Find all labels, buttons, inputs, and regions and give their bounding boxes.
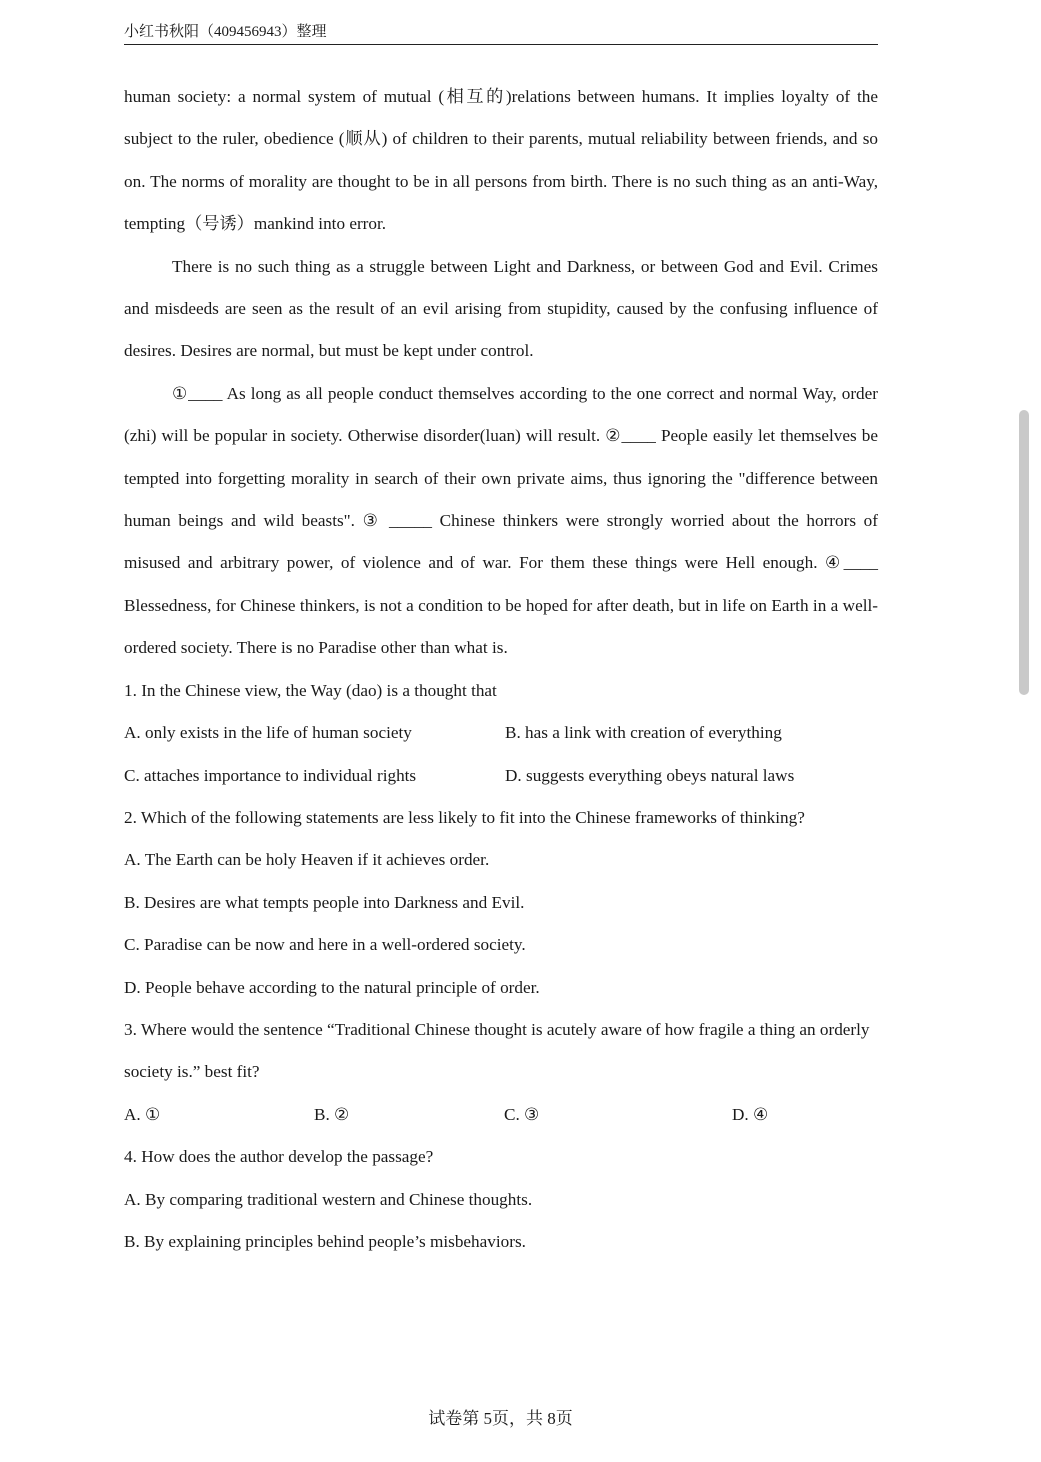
question-2 [124,797,878,1009]
passage-paragraph-1: human society: a normal system of mutual (相互的)relations between humans. It implies loyalty of the subject to the ruler, obedience (顺从) of children to their parents, mutual reliability between friends, and so on. The norms of morality are thought to be in all persons from birth. There is no such thing as an anti-Way, tempting（号诱）mankind into error. [124,87,878,234]
option-c: C. Paradise can be now and here in a well-ordered society. [124,935,526,955]
passage-paragraph-3: ①____ As long as all people conduct themselves according to the one correct and normal Way, order (zhi) will be popular in society. Otherwise disorder(luan) will result. ②____ People easily let themselves be tempted into forgetting morality in search of their own private aims, thus ignoring the "difference between human beings and wild beasts". ③ _____ Chinese thinkers were strongly worried about the horrors of misused and arbitrary power, of violence and of war. For them these things were Hell enough. ④____ Blessedness, for Chinese thinkers, is not a condition to be hoped for after death, but in life on Earth in a well-ordered society. There is no Paradise other than what is. [124,383,878,658]
option-a: A. By comparing traditional western and Chinese thoughts. [124,1189,533,1209]
question-stem: 4. How does the author develop the passage? [124,1147,434,1167]
vertical-scrollbar[interactable] [1019,410,1029,695]
question-4 [124,1136,878,1263]
option-b: B. By explaining principles behind people’s misbehaviors. [124,1231,526,1251]
question-3 [124,1009,878,1136]
option-c: C. ③ [504,1104,540,1124]
question-stem: 1. In the Chinese view, the Way (dao) is a thought that [124,680,497,700]
option-c: C. attaches importance to individual rights [124,765,417,785]
option-b: B. Desires are what tempts people into Darkness and Evil. [124,892,525,912]
option-row [124,1094,878,1136]
page-number: 试卷第 5页，共 8页 [428,1409,573,1428]
option-d: D. People behave according to the natural principle of order. [124,977,540,997]
option-d: D. suggests everything obeys natural laws [505,765,795,785]
option-a: A. The Earth can be holy Heaven if it achieves order. [124,850,490,870]
page-footer [0,1404,1001,1434]
option-a: A. ① [124,1104,161,1124]
option-b: B. has a link with creation of everything [505,723,782,743]
passage-paragraph-2: There is no such thing as a struggle between Light and Darkness, or between God and Evil. Crimes and misdeeds are seen as the result of an evil arising from stupidity, caused by the confusing influence of desires. Desires are normal, but must be kept under control. [124,256,878,361]
question-stem: 2. Which of the following statements are less likely to fit into the Chinese frameworks of thinking? [124,807,805,827]
page-header [124,20,878,45]
question-1 [124,670,878,797]
question-stem: 3. Where would the sentence “Traditional Chinese thought is acutely aware of how fragile a thing an orderly society is.” best fit? [124,1019,870,1082]
document-body [124,76,878,1263]
option-row [124,712,878,754]
header-text: 小红书秋阳（409456943）整理 [124,24,327,40]
option-d: D. ④ [732,1104,769,1124]
option-a: A. only exists in the life of human society [124,723,412,743]
option-b: B. ② [314,1104,350,1124]
option-row [124,755,878,797]
